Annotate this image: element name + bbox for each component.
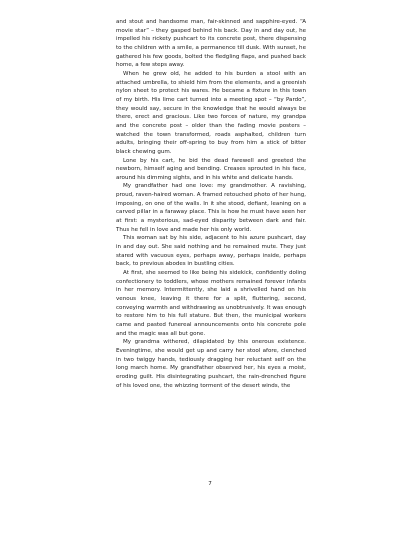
paragraph: At first, she seemed to like being his sidekick, confidently doling confectionery to toddlers, whose mothers remained forever infants in her memory. Intermittently, she laid a shrivelled hand on his venous knee, leaving it there for a split, fluttering, second, conveying warmth and withdrawing as unobtrusively. It was enough to restore him to his full stature. But then, the municipal workers came and pasted funereal announcements onto his concrete pole and the magic was all but gone. bbox=[116, 270, 306, 337]
paragraph: This woman sat by his side, adjacent to his azure pushcart, day in and day out. She said nothing and he remained mute. They just stared with vacuous eyes, perhaps away, perhaps inside, perhaps back, to previous abodes in bustling cities. bbox=[116, 235, 306, 268]
paragraph: When he grew old, he added to his burden a stool with an attached umbrella, to shield him from the elements, and a greenish nylon sheet to protect his wares. He became a fixture in this town of my birth. His lime cart turned into a meeting spot – “by Pardo”, they would say, secure in the knowledge that he would always be there, erect and gracious. Like two forces of nature, my grandpa and the concrete post – older than the fading movie posters – watched the town transformed, roads asphalted, children turn adults, bringing their off-spring to buy from him a stick of bitter black chewing gum. bbox=[116, 70, 306, 155]
body-text bbox=[116, 18, 306, 390]
paragraph: and stout and handsome man, fair-skinned and sapphire-eyed. “A movie star” – they gasped behind his back. Day in and day out, he impelled his rickety pushcart to its concrete post, there dispensing to the children with a smile, a permanence till dusk. With sunset, he gathered his few goods, bolted the fledgling flaps, and pushed back home, a few steps away. bbox=[116, 19, 306, 69]
paragraph: Lone by his cart, he bid the dead farewell and greeted the newborn, himself aging and bending. Creases sprouted in his face, around his dimming sights, and in his white and delicate hands. bbox=[116, 157, 306, 181]
page-number: 7 bbox=[208, 481, 212, 487]
paragraph: My grandfather had one love: my grandmother. A ravishing, proud, raven-haired woman. A framed retouched photo of her hung, imposing, on one of the walls. In it she stood, defiant, leaning on a carved pillar in a faraway place. This is how he must have seen her at first: a mysterious, sad-eyed disparity between dark and fair. Thus he fell in love and made her his only world. bbox=[116, 183, 306, 233]
paragraph: My grandma withered, dilapidated by this onerous existence. Eveningtime, she would get up and carry her stool afore, clenched in two twiggy hands, tediously dragging her reluctant self on the long march home. My grandfather observed her, his eyes a moist, eroding guilt. His disintegrating pushcart, the rain-drenched figure of his loved one, the whizzing torment of the desert winds, the bbox=[116, 339, 306, 389]
